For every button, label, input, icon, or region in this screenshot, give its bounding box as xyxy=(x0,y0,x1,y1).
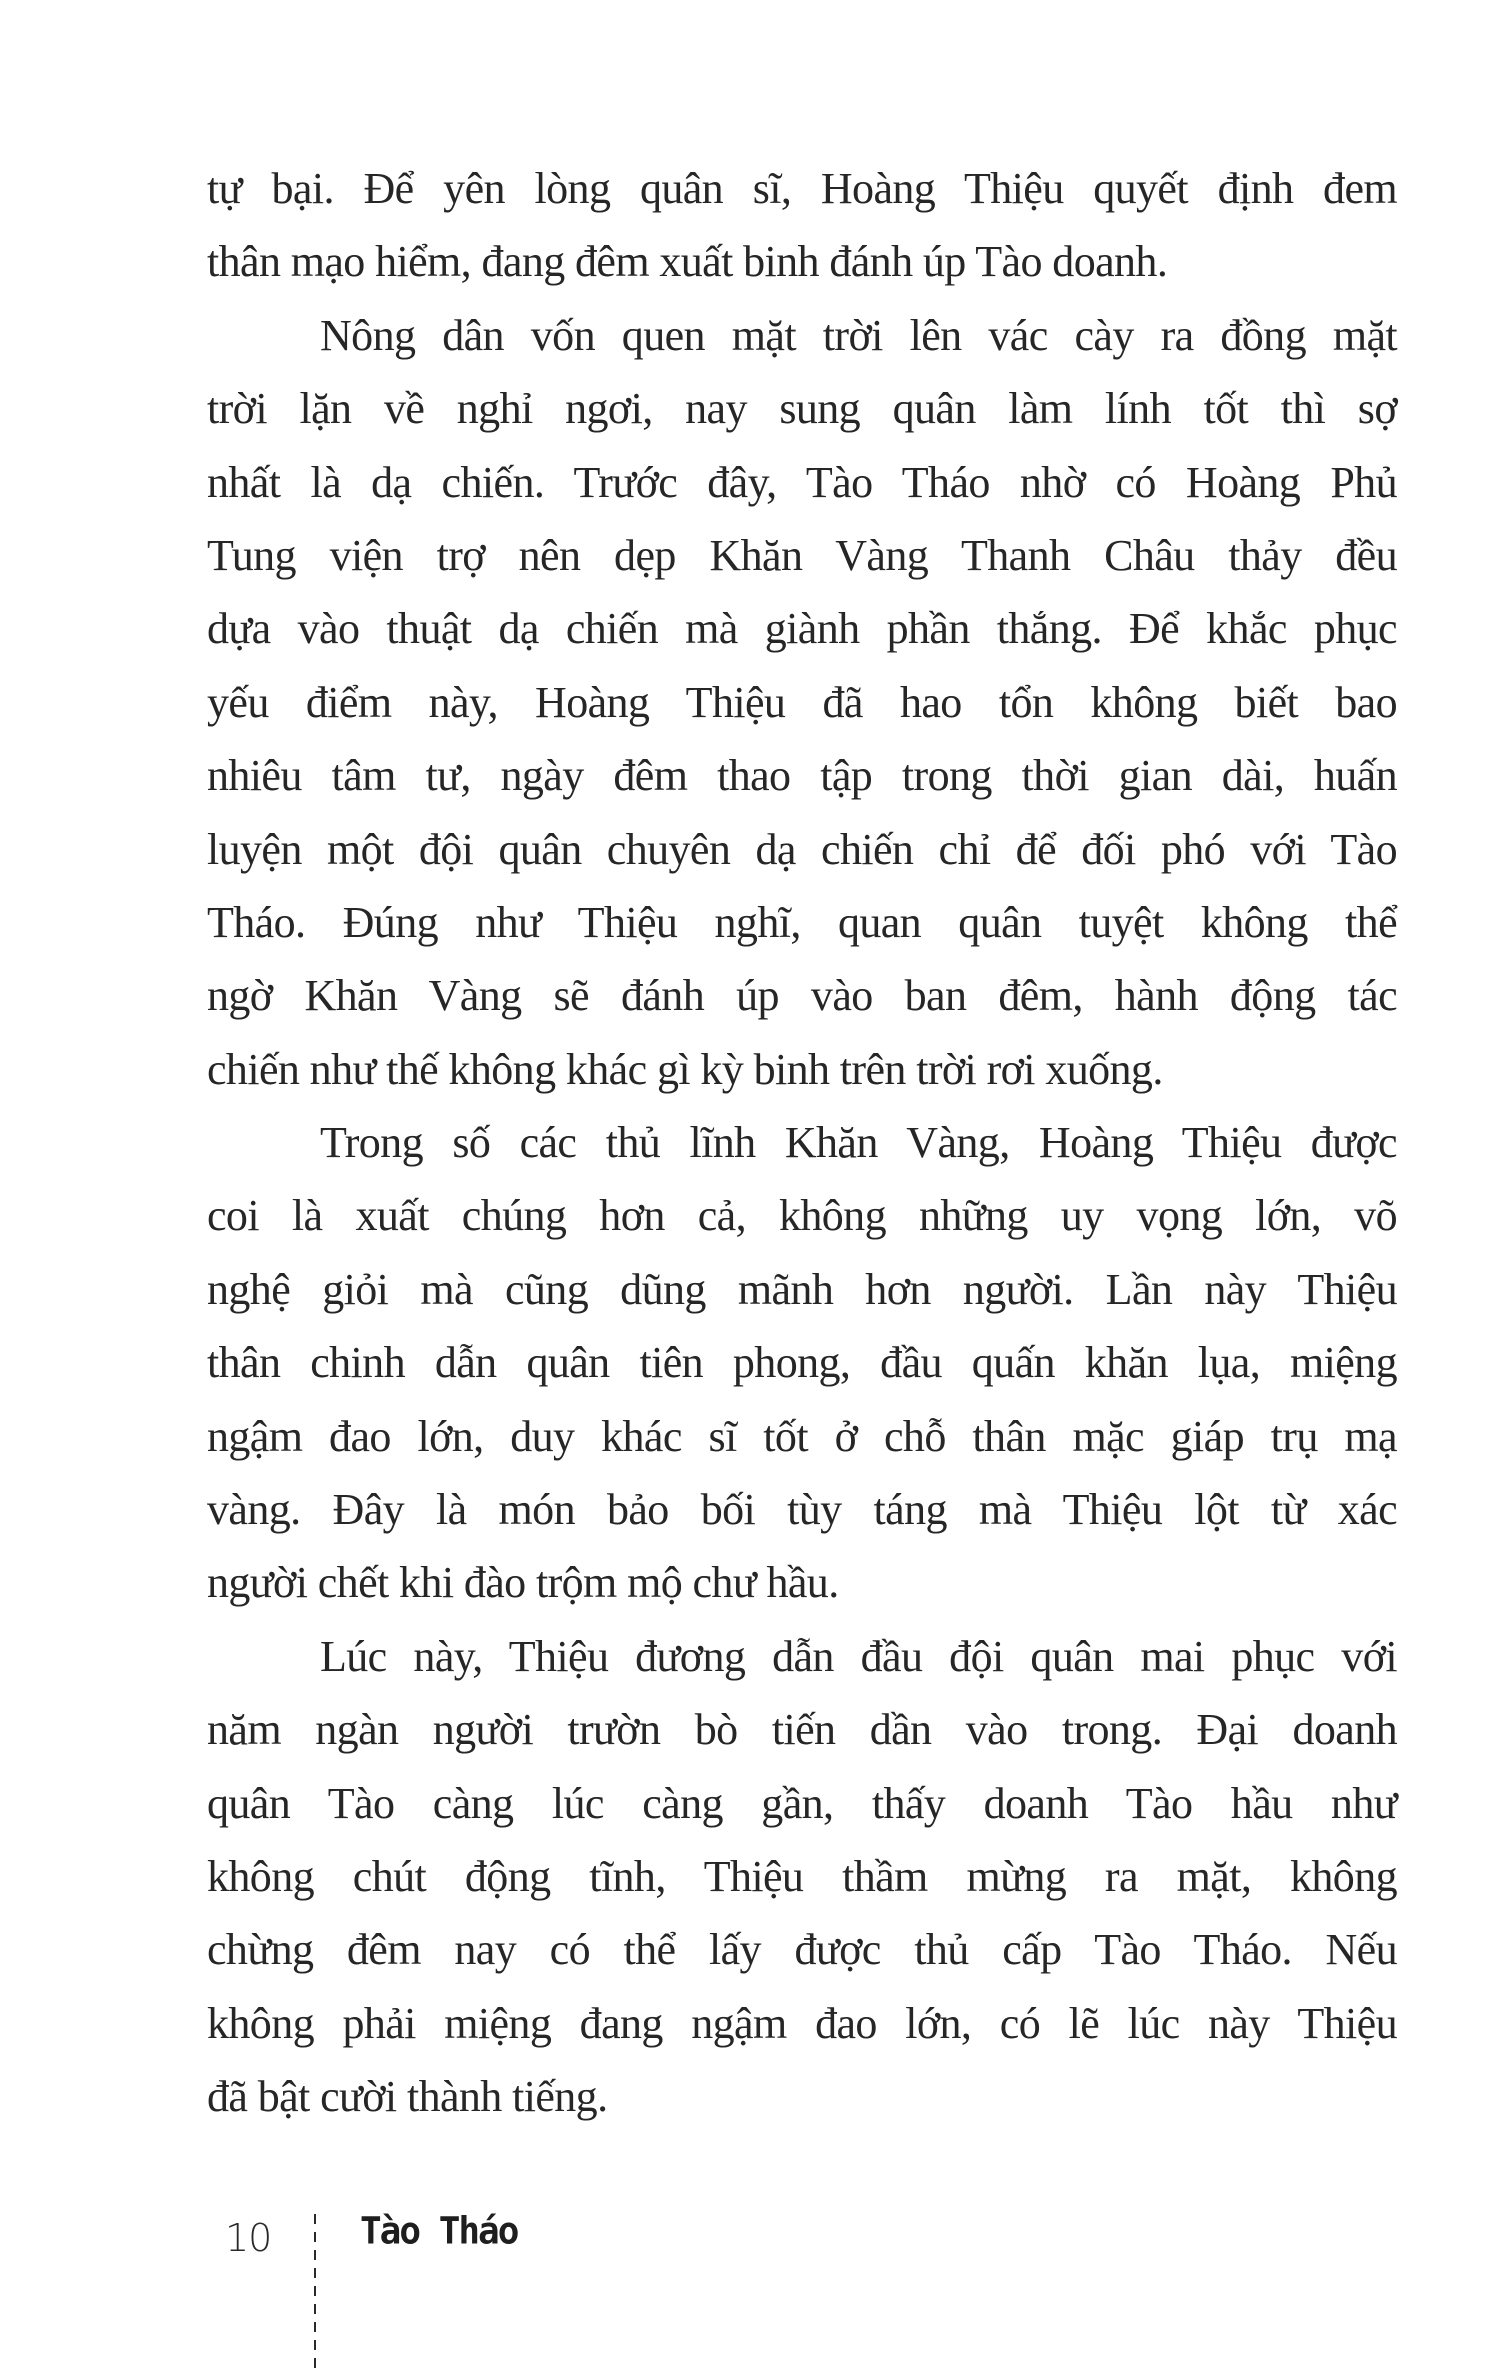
dashed-divider xyxy=(314,2214,316,2372)
paragraph xyxy=(207,152,1397,299)
text-line: chiến như thế không khác gì kỳ binh trên trời rơi xuống. xyxy=(207,1044,1163,1094)
text-line: vàng. Đây là món bảo bối tùy táng mà Thiệu lột từ xác xyxy=(207,1485,1397,1535)
text-line: nhiêu tâm tư, ngày đêm thao tập trong thời gian dài, huấn xyxy=(207,751,1397,801)
page-number: 10 xyxy=(225,2216,272,2260)
text-line: không chút động tĩnh, Thiệu thầm mừng ra mặt, không xyxy=(207,1851,1397,1901)
text-line: coi là xuất chúng hơn cả, không những uy vọng lớn, võ xyxy=(207,1191,1397,1241)
paragraph xyxy=(207,299,1397,1106)
text-line: luyện một đội quân chuyên dạ chiến chỉ để đối phó với Tào xyxy=(207,824,1397,874)
text-line: chừng đêm nay có thể lấy được thủ cấp Tào Tháo. Nếu xyxy=(207,1925,1397,1975)
text-line: tự bại. Để yên lòng quân sĩ, Hoàng Thiệu quyết định đem xyxy=(207,164,1397,213)
text-line: thân chinh dẫn quân tiên phong, đầu quấn khăn lụa, miệng xyxy=(207,1338,1397,1388)
text-line: năm ngàn người trườn bò tiến dần vào trong. Đại doanh xyxy=(207,1705,1397,1755)
paragraph xyxy=(207,1106,1397,1620)
text-line: thân mạo hiểm, đang đêm xuất binh đánh úp Tào doanh. xyxy=(207,237,1168,287)
running-head-book-title: Tào Tháo xyxy=(360,2210,518,2254)
text-line: Trong số các thủ lĩnh Khăn Vàng, Hoàng Thiệu được xyxy=(320,1118,1397,1168)
text-line: Nông dân vốn quen mặt trời lên vác cày ra đồng mặt xyxy=(320,310,1397,360)
text-line: dựa vào thuật dạ chiến mà giành phần thắng. Để khắc phục xyxy=(207,604,1397,654)
paragraph xyxy=(207,1620,1397,2134)
text-line: ngờ Khăn Vàng sẽ đánh úp vào ban đêm, hành động tác xyxy=(207,971,1397,1021)
text-line: Tung viện trợ nên dẹp Khăn Vàng Thanh Châu thảy đều xyxy=(207,530,1397,580)
text-line: không phải miệng đang ngậm đao lớn, có lẽ lúc này Thiệu xyxy=(207,1998,1397,2048)
text-line: nghệ giỏi mà cũng dũng mãnh hơn người. Lần này Thiệu xyxy=(207,1264,1397,1314)
text-line: người chết khi đào trộm mộ chư hầu. xyxy=(207,1558,839,1608)
body-text xyxy=(207,152,1397,2134)
text-line: nhất là dạ chiến. Trước đây, Tào Tháo nhờ có Hoàng Phủ xyxy=(207,457,1397,507)
text-line: đã bật cười thành tiếng. xyxy=(207,2072,608,2122)
text-line: ngậm đao lớn, duy khác sĩ tốt ở chỗ thân mặc giáp trụ mạ xyxy=(207,1411,1397,1461)
text-line: Lúc này, Thiệu đương dẫn đầu đội quân mai phục với xyxy=(320,1631,1397,1681)
text-line: quân Tào càng lúc càng gần, thấy doanh Tào hầu như xyxy=(207,1778,1397,1828)
text-line: Tháo. Đúng như Thiệu nghĩ, quan quân tuyệt không thể xyxy=(207,897,1397,947)
text-line: trời lặn về nghỉ ngơi, nay sung quân làm lính tốt thì sợ xyxy=(207,384,1397,434)
text-line: yếu điểm này, Hoàng Thiệu đã hao tổn không biết bao xyxy=(207,677,1397,727)
